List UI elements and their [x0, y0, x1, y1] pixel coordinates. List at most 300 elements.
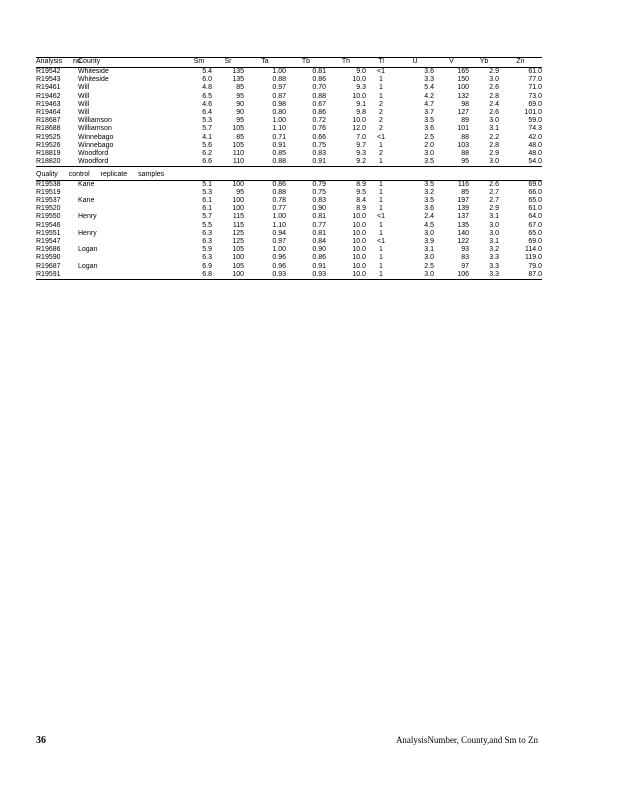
table-header	[36, 58, 542, 68]
cell-county: Will	[78, 100, 90, 108]
cell-ta: 0.77	[272, 205, 286, 213]
cell-analysis-no: R19463	[36, 100, 61, 108]
cell-ta: 0.80	[272, 109, 286, 117]
cell-county: Will	[78, 109, 90, 117]
cell-sr: 115	[232, 221, 244, 229]
column-header-ta: Ta	[244, 58, 286, 68]
cell-sr: 95	[236, 188, 244, 196]
cell-tl: <1	[377, 68, 385, 75]
cell-county: Will	[78, 92, 90, 100]
cell-ta: 0.98	[272, 100, 286, 108]
cell-tb: 0.81	[312, 213, 326, 221]
cell-u: 3.6	[424, 205, 434, 213]
cell-county: Williamson	[78, 117, 112, 125]
cell-ta: 0.78	[272, 197, 286, 205]
cell-sm: 6.6	[186, 158, 212, 167]
cell-zn: 42.0	[528, 133, 542, 141]
cell-tb: 0.79	[312, 180, 326, 188]
cell-tb: 0.76	[312, 125, 326, 133]
cell-zn: 69.0	[528, 238, 542, 246]
column-header-tb: Tb	[286, 58, 326, 68]
column-header-sm: Sm	[186, 58, 212, 68]
cell-sr: 95	[236, 117, 244, 125]
cell-county: Will	[78, 84, 90, 92]
cell-analysis-no: R19537	[36, 197, 61, 205]
cell-tb: 0.86	[312, 76, 326, 84]
cell-th: 10.0	[352, 117, 366, 125]
table-row	[36, 76, 542, 84]
cell-th: 10.0	[352, 262, 366, 270]
cell-analysis-no: R19462	[36, 92, 61, 100]
cell-yb: 3.0	[489, 221, 499, 229]
cell-u: 3.5	[424, 197, 434, 205]
cell-v: 132	[457, 92, 469, 100]
cell-sr: 110	[232, 150, 244, 158]
cell-sr: 95	[236, 92, 244, 100]
cell-th: 10.0	[352, 76, 366, 84]
cell-u: 3.6	[424, 68, 434, 75]
cell-u: 4.5	[424, 221, 434, 229]
cell-zn: 101.0	[524, 109, 542, 117]
cell-th: 10.0	[352, 92, 366, 100]
cell-tb: 0.67	[312, 100, 326, 108]
cell-tl: 1	[379, 254, 383, 262]
cell-v: 101	[457, 125, 469, 133]
cell-analysis-no: R18687	[36, 117, 61, 125]
cell-sm: 4.1	[202, 133, 212, 141]
cell-th: 9.0	[356, 68, 366, 75]
cell-sm: 6.2	[202, 150, 212, 158]
cell-yb: 3.1	[489, 213, 499, 221]
cell-sm: 6.1	[202, 197, 212, 205]
qc-table-row	[36, 271, 542, 280]
cell-sr: 100	[232, 254, 244, 262]
column-header-yb: Yb	[469, 58, 499, 68]
cell-tb: 0.91	[286, 158, 326, 167]
cell-u: 2.4	[424, 213, 434, 221]
cell-sm: 5.6	[202, 141, 212, 149]
cell-county: Winnebago	[78, 141, 114, 149]
cell-tl: 2	[379, 125, 383, 133]
cell-v: 97	[461, 262, 469, 270]
cell-zn: 61.0	[528, 205, 542, 213]
cell-ta: 0.88	[272, 76, 286, 84]
cell-sr: 105	[232, 125, 244, 133]
cell-ta: 0.71	[272, 133, 286, 141]
cell-county: Whiteside	[78, 68, 109, 75]
cell-v: 88	[461, 133, 469, 141]
cell-yb: 2.8	[489, 141, 499, 149]
cell-tl: 1	[379, 205, 383, 213]
cell-ta: 1.10	[272, 125, 286, 133]
cell-th: 10.0	[352, 229, 366, 237]
cell-analysis-no: R19590	[36, 254, 61, 262]
cell-u: 4.7	[424, 100, 434, 108]
cell-yb: 2.9	[489, 68, 499, 75]
column-header-sr: Sr	[212, 58, 244, 68]
cell-sm: 5.3	[202, 188, 212, 196]
cell-sr: 115	[232, 213, 244, 221]
cell-th: 10.0	[352, 254, 366, 262]
cell-tb: 0.90	[312, 205, 326, 213]
cell-sm: 6.8	[186, 271, 212, 280]
cell-tl: 1	[379, 221, 383, 229]
cell-v: 116	[457, 180, 469, 188]
qc-table-row	[36, 238, 542, 246]
cell-v: 139	[457, 205, 469, 213]
cell-yb: 3.2	[489, 246, 499, 254]
cell-tb: 0.83	[312, 197, 326, 205]
cell-th: 9.2	[326, 158, 366, 167]
cell-sr: 110	[212, 158, 244, 167]
table-row	[36, 84, 542, 92]
cell-tl: 1	[379, 84, 383, 92]
cell-zn: 71.0	[528, 84, 542, 92]
cell-tl: <1	[377, 213, 385, 221]
cell-tb: 0.81	[312, 229, 326, 237]
cell-tb: 0.72	[312, 117, 326, 125]
cell-th: 10.0	[352, 238, 366, 246]
table-row	[36, 158, 542, 167]
cell-sm: 6.1	[202, 205, 212, 213]
cell-county: Winnebago	[78, 133, 114, 141]
cell-ta: 1.00	[272, 246, 286, 254]
cell-u: 3.5	[424, 117, 434, 125]
cell-yb: 2.7	[489, 188, 499, 196]
cell-tl: 1	[379, 180, 383, 188]
cell-zn: 79.0	[528, 262, 542, 270]
cell-tb: 0.86	[312, 109, 326, 117]
cell-ta: 0.86	[272, 180, 286, 188]
cell-zn: 69.0	[528, 180, 542, 188]
column-header-v: V	[434, 58, 469, 68]
qc-table-row	[36, 189, 542, 197]
cell-tl: 1	[366, 271, 396, 280]
cell-v: 135	[457, 221, 469, 229]
cell-analysis-no: R19526	[36, 141, 61, 149]
cell-sr: 100	[212, 271, 244, 280]
cell-zn: 74.3	[528, 125, 542, 133]
cell-tl: 1	[379, 246, 383, 254]
cell-u: 5.4	[424, 84, 434, 92]
cell-tl: 2	[379, 150, 383, 158]
cell-yb: 2.7	[489, 197, 499, 205]
cell-zn: 54.0	[499, 158, 542, 167]
cell-sr: 90	[236, 109, 244, 117]
table-row	[36, 125, 542, 133]
cell-yb: 3.3	[489, 254, 499, 262]
cell-u: 3.5	[424, 180, 434, 188]
cell-sr: 85	[236, 133, 244, 141]
cell-th: 7.0	[356, 133, 366, 141]
cell-analysis-no: R19543	[36, 76, 61, 84]
table-row	[36, 101, 542, 109]
cell-sr: 105	[232, 262, 244, 270]
cell-u: 3.7	[424, 109, 434, 117]
cell-th: 9.5	[356, 188, 366, 196]
cell-county	[78, 205, 186, 213]
cell-analysis-no: R19546	[36, 221, 61, 229]
table-row	[36, 68, 542, 77]
cell-v: 103	[457, 141, 469, 149]
cell-tl: 1	[379, 76, 383, 84]
cell-v: 127	[457, 109, 469, 117]
cell-zn: 61.0	[528, 68, 542, 75]
page-number: 36	[36, 735, 46, 746]
cell-ta: 0.87	[272, 92, 286, 100]
cell-th: 10.0	[352, 221, 366, 229]
qc-section-label: Quality control replicate samples	[36, 167, 542, 180]
table-row	[36, 134, 542, 142]
table-row	[36, 117, 542, 125]
cell-v: 93	[461, 246, 469, 254]
cell-tl: 1	[379, 262, 383, 270]
qc-section-header	[36, 167, 542, 180]
cell-ta: 0.94	[272, 229, 286, 237]
cell-tb: 0.81	[312, 68, 326, 75]
cell-zn: 48.0	[528, 150, 542, 158]
cell-sm: 6.3	[202, 229, 212, 237]
cell-analysis-no: R18688	[36, 125, 61, 133]
table-row	[36, 142, 542, 150]
cell-ta: 1.00	[272, 68, 286, 75]
cell-th: 12.0	[352, 125, 366, 133]
cell-analysis-no: R19519	[36, 188, 61, 196]
cell-tb: 0.83	[312, 150, 326, 158]
cell-th: 9.3	[356, 84, 366, 92]
qc-table-row	[36, 246, 542, 254]
cell-zn: 119.0	[525, 254, 542, 262]
column-header-zn: Zn	[499, 58, 542, 68]
cell-county	[78, 254, 186, 262]
cell-county: Logan	[78, 262, 98, 270]
cell-zn: 87.0	[499, 271, 542, 280]
cell-county: Kane	[78, 180, 95, 188]
cell-sm: 6.9	[202, 262, 212, 270]
cell-sr: 85	[236, 84, 244, 92]
cell-th: 10.0	[326, 271, 366, 280]
cell-ta: 0.93	[244, 271, 286, 280]
cell-analysis-no: R18820	[36, 158, 78, 167]
qc-table-row	[36, 222, 542, 230]
table-row	[36, 150, 542, 158]
header-row	[36, 58, 542, 68]
cell-sr: 105	[232, 246, 244, 254]
cell-u: 3.0	[424, 254, 434, 262]
cell-tl: 2	[379, 100, 383, 108]
cell-ta: 1.00	[272, 213, 286, 221]
cell-zn: 65.0	[528, 229, 542, 237]
cell-u: 2.5	[424, 133, 434, 141]
cell-v: 197	[457, 197, 469, 205]
cell-v: 106	[434, 271, 469, 280]
cell-zn: 67.0	[528, 221, 542, 229]
cell-sm: 6.5	[202, 92, 212, 100]
cell-v: 83	[461, 254, 469, 262]
cell-yb: 3.1	[489, 238, 499, 246]
cell-tb: 0.88	[312, 92, 326, 100]
cell-u: 3.5	[396, 158, 434, 167]
cell-tl: 1	[379, 92, 383, 100]
cell-analysis-no: R19591	[36, 271, 78, 280]
cell-u: 3.0	[424, 150, 434, 158]
cell-tl: 1	[379, 188, 383, 196]
cell-yb: 2.9	[489, 150, 499, 158]
cell-yb: 3.3	[489, 262, 499, 270]
cell-sr: 105	[232, 141, 244, 149]
cell-analysis-no: R19550	[36, 213, 61, 221]
cell-ta: 0.96	[272, 262, 286, 270]
cell-tb: 0.75	[312, 188, 326, 196]
table-body-qc-samples	[36, 180, 542, 279]
cell-tb: 0.93	[286, 271, 326, 280]
cell-county: Woodford	[78, 150, 109, 158]
cell-county: Whiteside	[78, 76, 109, 84]
cell-tl: 1	[366, 158, 396, 167]
cell-sm: 5.7	[202, 213, 212, 221]
cell-county	[78, 222, 186, 230]
qc-header-row	[36, 167, 542, 180]
cell-th: 10.0	[352, 246, 366, 254]
cell-tl: 1	[379, 197, 383, 205]
cell-v: 88	[461, 150, 469, 158]
cell-ta: 0.96	[272, 254, 286, 262]
cell-u: 3.3	[424, 76, 434, 84]
qc-table-row	[36, 180, 542, 189]
cell-tl: 1	[379, 141, 383, 149]
cell-county: Woodford	[78, 158, 186, 167]
cell-analysis-no: R19547	[36, 238, 61, 246]
qc-table-row	[36, 205, 542, 213]
table-body-samples	[36, 68, 542, 167]
cell-county	[78, 189, 186, 197]
cell-v: 150	[457, 76, 469, 84]
cell-sm: 6.3	[202, 238, 212, 246]
column-header-analysis-no: Analysis no.	[36, 58, 78, 68]
cell-sm: 5.1	[202, 180, 212, 188]
cell-tl: 1	[379, 229, 383, 237]
qc-table-row	[36, 213, 542, 221]
cell-zn: 77.0	[528, 76, 542, 84]
cell-zn: 64.0	[528, 213, 542, 221]
cell-sr: 100	[232, 197, 244, 205]
cell-tb: 0.66	[312, 133, 326, 141]
cell-ta: 0.91	[272, 141, 286, 149]
table-row	[36, 93, 542, 101]
cell-v: 165	[457, 68, 469, 75]
cell-u: 2.0	[424, 141, 434, 149]
cell-sr: 125	[232, 238, 244, 246]
cell-sr: 100	[232, 205, 244, 213]
cell-v: 85	[461, 188, 469, 196]
qc-table-row	[36, 263, 542, 271]
cell-county: Williamson	[78, 125, 112, 133]
cell-zn: 69.0	[528, 100, 542, 108]
cell-sm: 6.0	[202, 76, 212, 84]
qc-table-row	[36, 230, 542, 238]
cell-analysis-no: R19520	[36, 205, 61, 213]
cell-ta: 0.97	[272, 84, 286, 92]
cell-yb: 2.9	[489, 205, 499, 213]
cell-sm: 4.6	[202, 100, 212, 108]
cell-u: 2.5	[424, 262, 434, 270]
cell-yb: 3.0	[489, 76, 499, 84]
cell-th: 9.3	[356, 150, 366, 158]
cell-ta: 1.10	[272, 221, 286, 229]
cell-analysis-no: R19687	[36, 262, 61, 270]
cell-u: 3.6	[424, 125, 434, 133]
cell-yb: 2.8	[489, 92, 499, 100]
cell-yb: 3.3	[469, 271, 499, 280]
cell-u: 3.1	[424, 246, 434, 254]
cell-sm: 6.4	[202, 109, 212, 117]
cell-analysis-no: R19542	[36, 68, 61, 75]
data-table	[36, 57, 542, 280]
cell-county	[78, 238, 186, 246]
cell-zn: 59.0	[528, 117, 542, 125]
qc-table-row	[36, 254, 542, 262]
cell-u: 3.9	[424, 238, 434, 246]
table-row	[36, 109, 542, 117]
column-header-county: County	[78, 58, 186, 68]
cell-th: 8.9	[356, 180, 366, 188]
cell-ta: 0.88	[244, 158, 286, 167]
cell-county: Henry	[78, 229, 97, 237]
cell-u: 3.0	[396, 271, 434, 280]
column-header-u: U	[396, 58, 434, 68]
cell-yb: 3.1	[489, 125, 499, 133]
cell-zn: 114.0	[525, 246, 542, 254]
cell-v: 100	[457, 84, 469, 92]
cell-tb: 0.77	[312, 221, 326, 229]
cell-tb: 0.84	[312, 238, 326, 246]
cell-zn: 66.0	[528, 188, 542, 196]
cell-yb: 3.0	[489, 117, 499, 125]
cell-u: 4.2	[424, 92, 434, 100]
cell-sm: 5.3	[202, 117, 212, 125]
cell-sm: 6.3	[202, 254, 212, 262]
cell-th: 10.0	[352, 213, 366, 221]
cell-sm: 5.5	[202, 221, 212, 229]
cell-sr: 135	[232, 76, 244, 84]
cell-u: 3.2	[424, 188, 434, 196]
cell-th: 9.8	[356, 109, 366, 117]
cell-county	[78, 271, 186, 280]
cell-v: 140	[457, 229, 469, 237]
cell-yb: 2.6	[489, 84, 499, 92]
footer-caption: AnalysisNumber, County,and Sm to Zn	[395, 735, 538, 745]
cell-analysis-no: R19551	[36, 229, 61, 237]
cell-yb: 3.0	[489, 229, 499, 237]
cell-yb: 2.6	[489, 109, 499, 117]
cell-sm: 4.8	[202, 84, 212, 92]
cell-analysis-no: R19525	[36, 133, 61, 141]
cell-th: 9.1	[356, 100, 366, 108]
cell-th: 8.4	[356, 197, 366, 205]
column-header-th: Th	[326, 58, 366, 68]
cell-tl: <1	[377, 238, 385, 246]
cell-yb: 3.0	[469, 158, 499, 167]
cell-sm: 5.9	[202, 246, 212, 254]
qc-table-row	[36, 197, 542, 205]
column-header-tl: Tl	[366, 58, 396, 68]
cell-county: Henry	[78, 213, 97, 221]
cell-ta: 0.97	[272, 238, 286, 246]
cell-tb: 0.91	[312, 262, 326, 270]
cell-analysis-no: R18819	[36, 150, 61, 158]
cell-v: 122	[457, 238, 469, 246]
cell-ta: 0.85	[272, 150, 286, 158]
